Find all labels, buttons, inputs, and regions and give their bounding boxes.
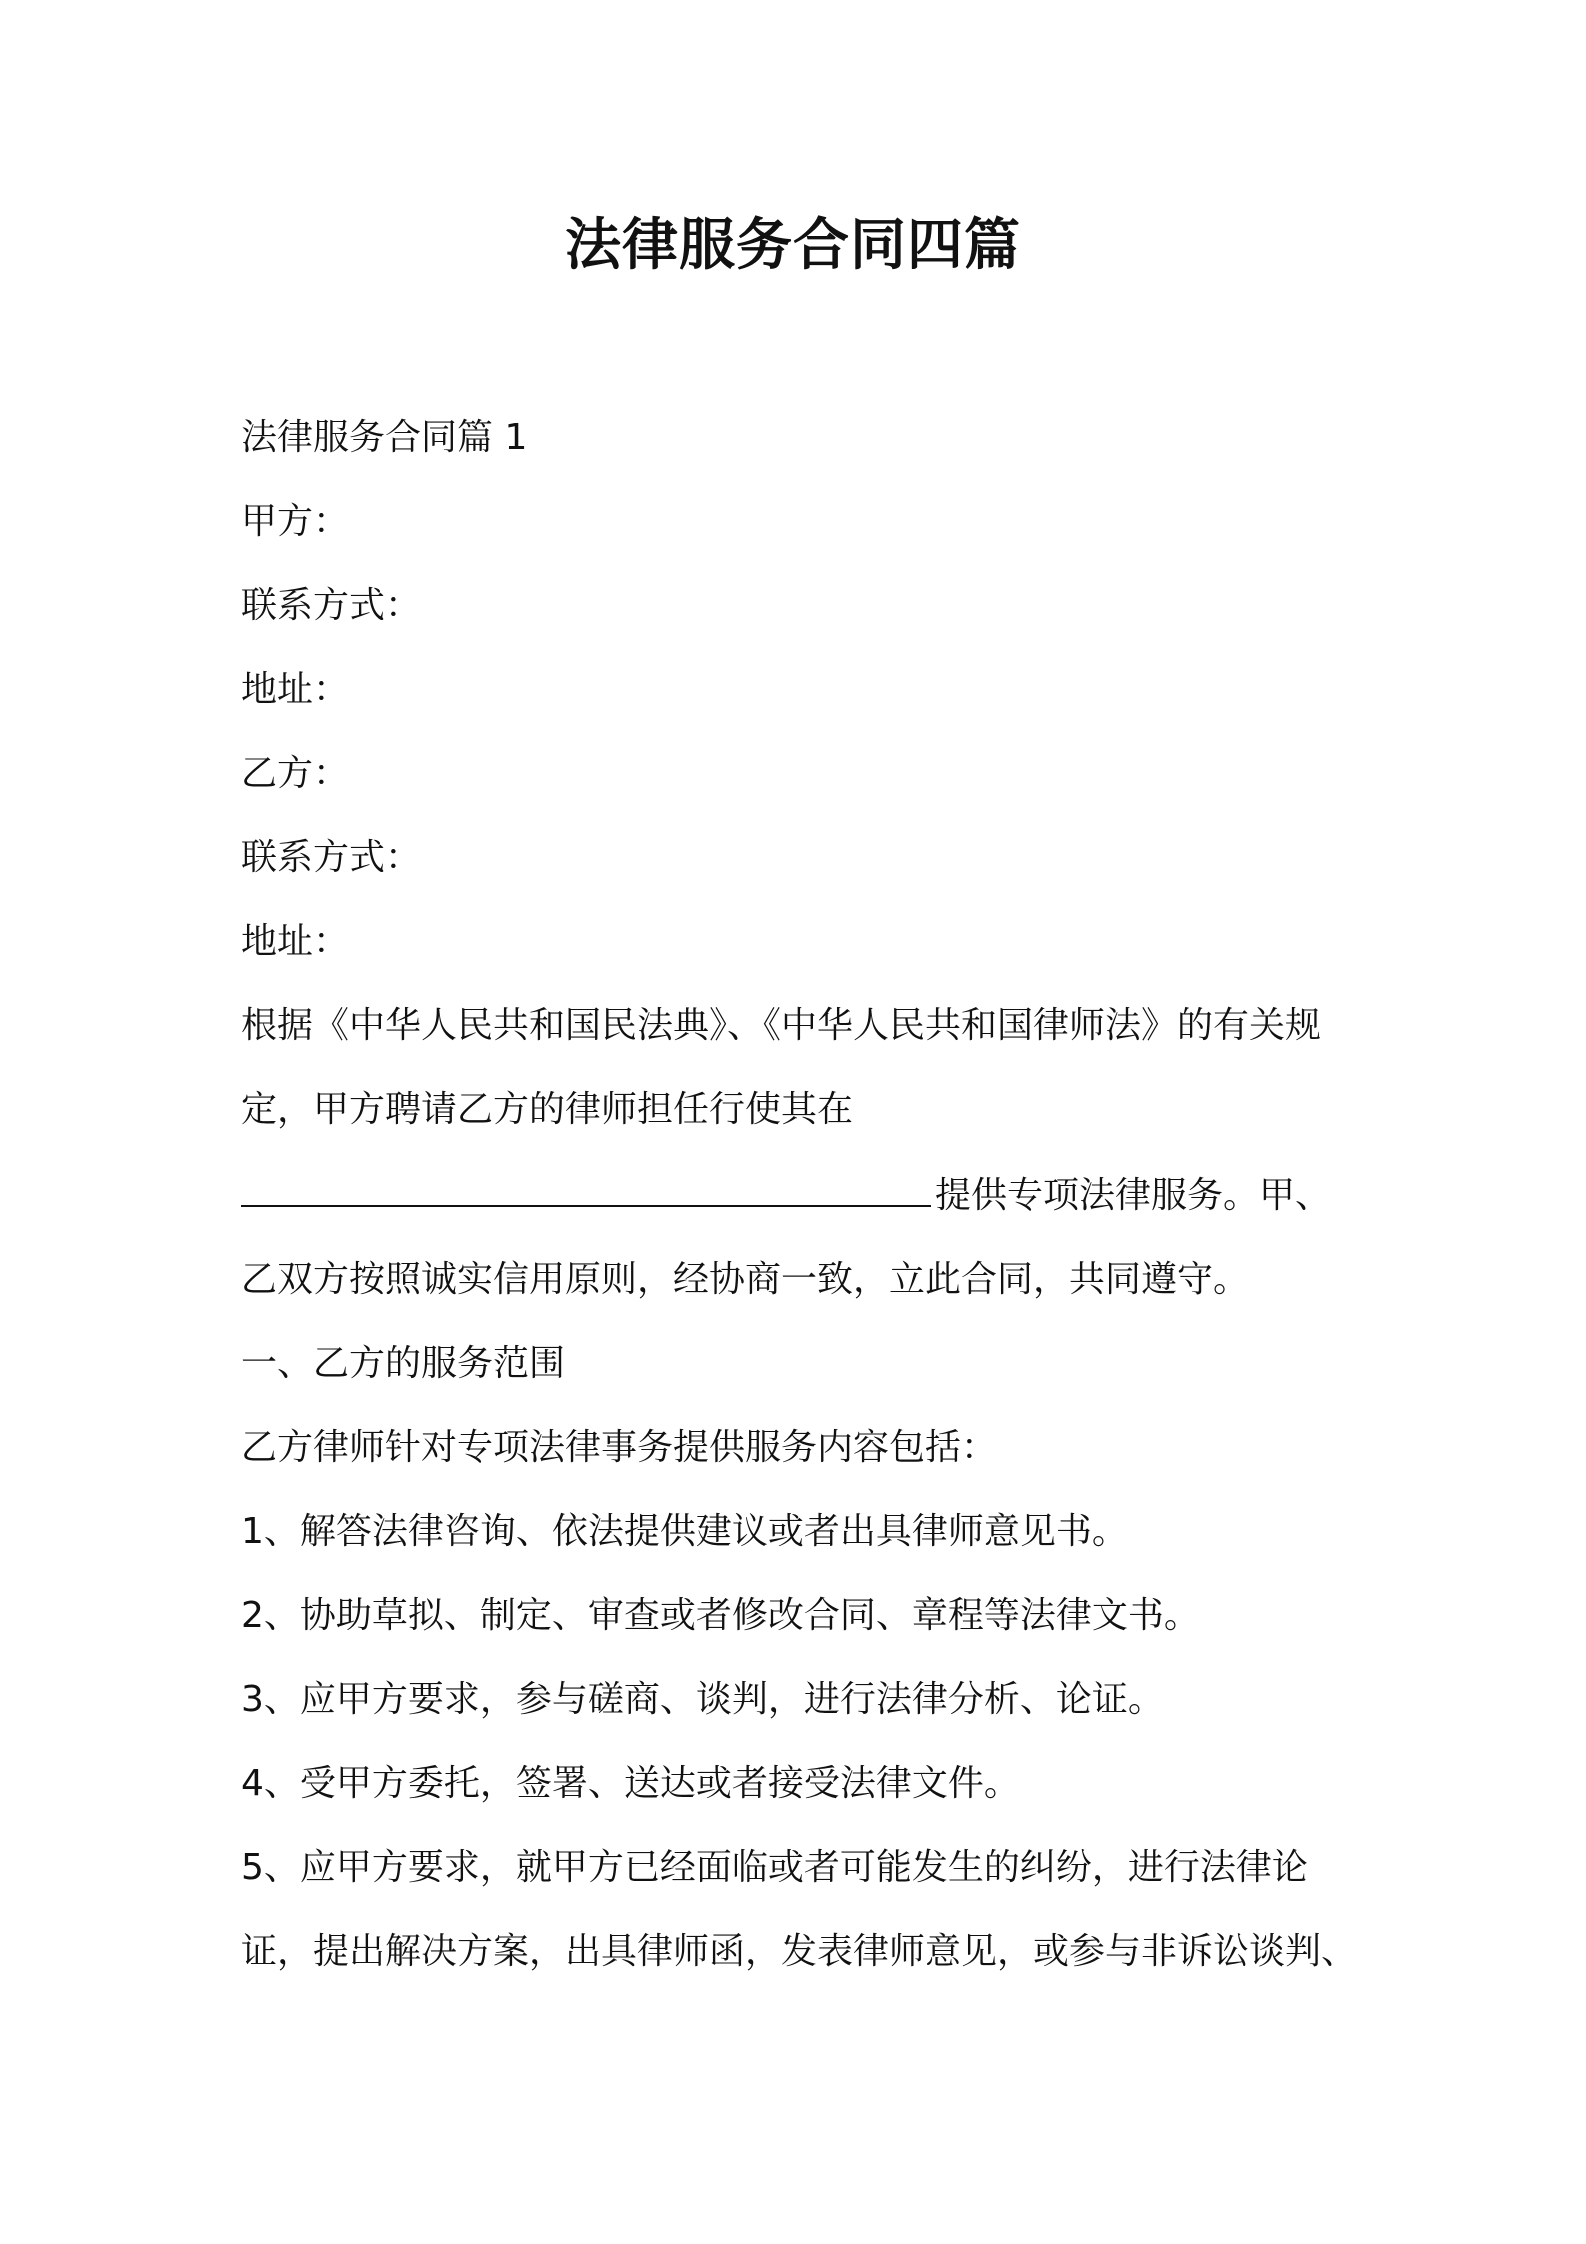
clause-1-item: 5、应甲方要求，就甲方已经面临或者可能发生的纠纷，进行法律论 <box>241 1847 1308 1888</box>
party-a-contact-label: 联系方式： <box>241 585 422 626</box>
clause-1-heading: 一、乙方的服务范围 <box>241 1343 566 1384</box>
section-heading: 法律服务合同篇 1 <box>241 417 528 458</box>
clause-1-item-continuation: 证，提出解决方案，出具律师函，发表律师意见，或参与非诉讼谈判、 <box>241 1931 1358 1972</box>
clause-1-item: 1、解答法律咨询、依法提供建议或者出具律师意见书。 <box>241 1511 1128 1552</box>
party-a-address-label: 地址： <box>241 669 350 710</box>
fill-in-blank-line <box>241 1175 931 1207</box>
clause-1-item: 4、受甲方委托，签署、送达或者接受法律文件。 <box>241 1763 1020 1804</box>
document-title: 法律服务合同四篇 <box>565 213 1021 278</box>
preamble-line-2: 定，甲方聘请乙方的律师担任行使其在 <box>241 1089 854 1130</box>
party-b-address-label: 地址： <box>241 921 350 962</box>
party-a-label: 甲方： <box>241 501 350 542</box>
party-b-contact-label: 联系方式： <box>241 837 422 878</box>
preamble-line-4: 乙双方按照诚实信用原则，经协商一致，立此合同，共同遵守。 <box>241 1259 1250 1300</box>
clause-1-item: 3、应甲方要求，参与磋商、谈判，进行法律分析、论证。 <box>241 1679 1164 1720</box>
preamble-line-1: 根据《中华人民共和国民法典》、《中华人民共和国律师法》的有关规 <box>241 1005 1322 1046</box>
clause-1-item: 2、协助草拟、制定、审查或者修改合同、章程等法律文书。 <box>241 1595 1200 1636</box>
preamble-line-3 <box>241 1170 1361 1222</box>
clause-1-intro: 乙方律师针对专项法律事务提供服务内容包括： <box>241 1427 998 1468</box>
preamble-line-3-text: 提供专项法律服务。甲、 <box>935 1175 1332 1216</box>
party-b-label: 乙方： <box>241 753 350 794</box>
